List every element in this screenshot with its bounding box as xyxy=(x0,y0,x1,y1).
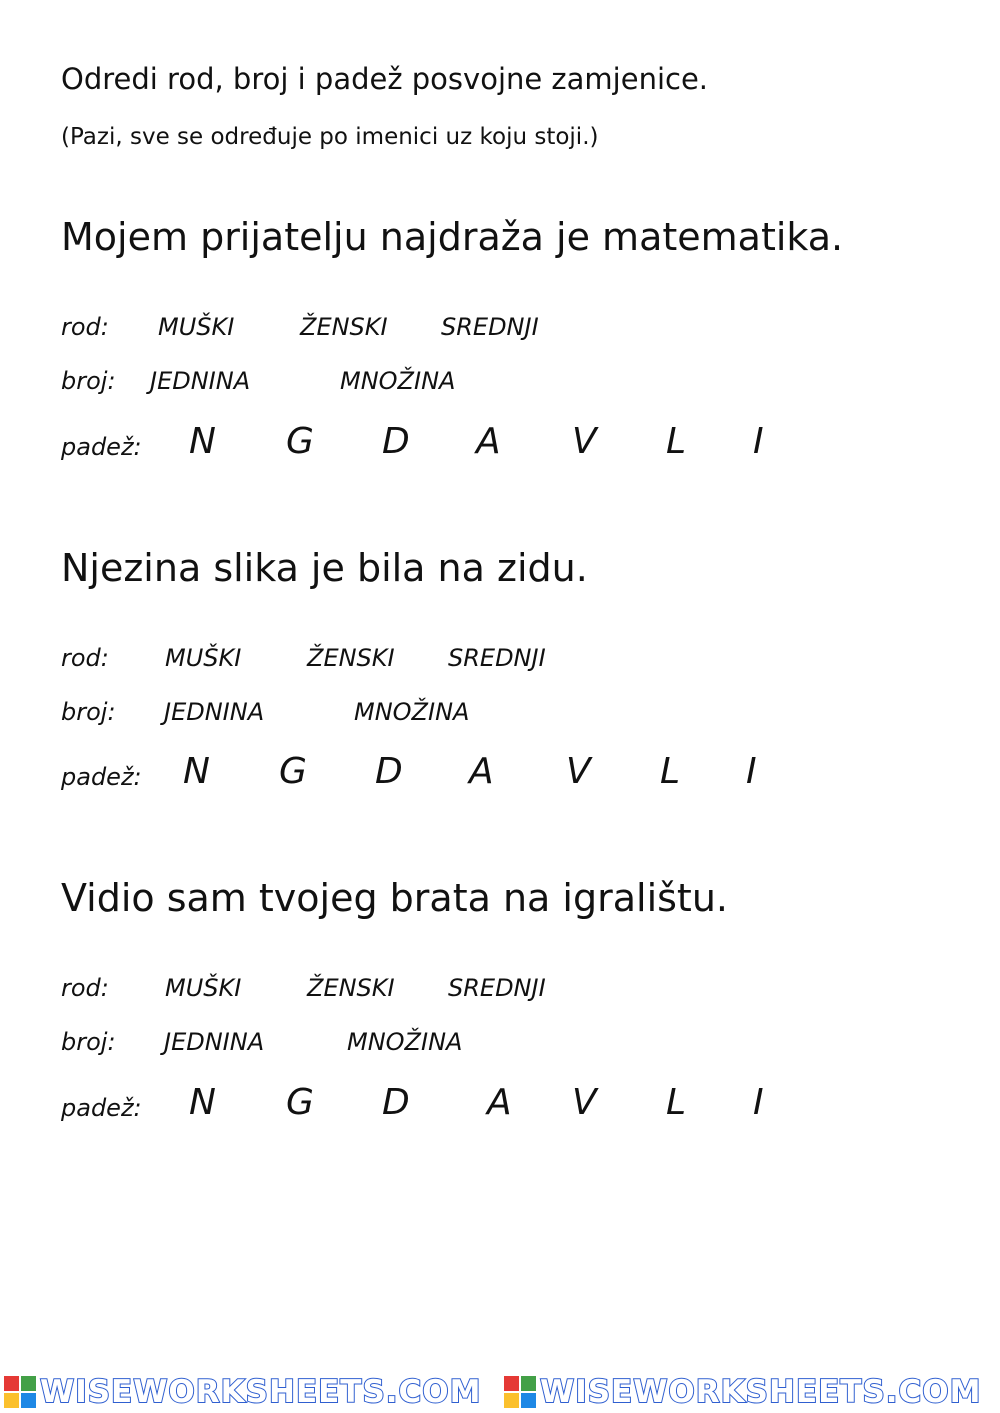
exercise-sentence: Vidio sam tvojeg brata na igralištu. xyxy=(61,876,728,920)
padez-option-g[interactable]: G xyxy=(286,1082,314,1123)
padez-option-n[interactable]: N xyxy=(183,751,210,792)
padez-option-d[interactable]: D xyxy=(382,421,410,462)
rod-option-zenski[interactable]: ŽENSKI xyxy=(307,644,395,672)
broj-option-mnozina[interactable]: MNOŽINA xyxy=(354,698,470,726)
padez-option-l[interactable]: L xyxy=(666,1082,687,1123)
broj-label: broj: xyxy=(61,698,116,726)
broj-option-jednina[interactable]: JEDNINA xyxy=(164,698,265,726)
rod-label: rod: xyxy=(61,974,109,1002)
brand-logo-icon xyxy=(4,1376,36,1408)
broj-option-mnozina[interactable]: MNOŽINA xyxy=(347,1028,463,1056)
rod-option-zenski[interactable]: ŽENSKI xyxy=(300,313,388,341)
broj-label: broj: xyxy=(61,367,116,395)
padez-option-v[interactable]: V xyxy=(572,1082,597,1123)
rod-option-muski[interactable]: MUŠKI xyxy=(165,644,242,672)
broj-option-jednina[interactable]: JEDNINA xyxy=(150,367,251,395)
instruction-text: Odredi rod, broj i padež posvojne zamjenice. xyxy=(61,62,709,96)
padez-option-d[interactable]: D xyxy=(382,1082,410,1123)
padez-option-n[interactable]: N xyxy=(189,1082,216,1123)
rod-option-srednji[interactable]: SREDNJI xyxy=(448,974,546,1002)
padez-label: padež: xyxy=(61,1094,142,1122)
broj-option-mnozina[interactable]: MNOŽINA xyxy=(340,367,456,395)
padez-option-i[interactable]: I xyxy=(753,1082,764,1123)
padez-option-l[interactable]: L xyxy=(660,751,681,792)
rod-option-muski[interactable]: MUŠKI xyxy=(158,313,235,341)
rod-option-srednji[interactable]: SREDNJI xyxy=(448,644,546,672)
broj-label: broj: xyxy=(61,1028,116,1056)
padez-option-g[interactable]: G xyxy=(286,421,314,462)
padez-option-d[interactable]: D xyxy=(375,751,403,792)
instruction-note: (Pazi, sve se određuje po imenici uz koju stoji.) xyxy=(61,124,599,150)
rod-label: rod: xyxy=(61,313,109,341)
padez-option-a[interactable]: A xyxy=(476,421,501,462)
brand-logo-icon xyxy=(504,1376,536,1408)
padez-option-l[interactable]: L xyxy=(666,421,687,462)
rod-label: rod: xyxy=(61,644,109,672)
exercise-sentence: Mojem prijatelju najdraža je matematika. xyxy=(61,215,844,259)
brand-wordmark: WISEWORKSHEETS.COM xyxy=(40,1374,482,1410)
padez-option-i[interactable]: I xyxy=(746,751,757,792)
rod-option-muski[interactable]: MUŠKI xyxy=(165,974,242,1002)
rod-option-zenski[interactable]: ŽENSKI xyxy=(307,974,395,1002)
padez-option-i[interactable]: I xyxy=(753,421,764,462)
padez-option-g[interactable]: G xyxy=(279,751,307,792)
brand-wordmark: WISEWORKSHEETS.COM xyxy=(540,1374,982,1410)
padez-option-n[interactable]: N xyxy=(189,421,216,462)
padez-option-v[interactable]: V xyxy=(566,751,591,792)
padez-option-a[interactable]: A xyxy=(469,751,494,792)
footer-branding xyxy=(0,1372,1000,1412)
padez-label: padež: xyxy=(61,433,142,461)
broj-option-jednina[interactable]: JEDNINA xyxy=(164,1028,265,1056)
padez-option-v[interactable]: V xyxy=(572,421,597,462)
rod-option-srednji[interactable]: SREDNJI xyxy=(441,313,539,341)
padez-option-a[interactable]: A xyxy=(487,1082,512,1123)
exercise-sentence: Njezina slika je bila na zidu. xyxy=(61,546,588,590)
padez-label: padež: xyxy=(61,763,142,791)
